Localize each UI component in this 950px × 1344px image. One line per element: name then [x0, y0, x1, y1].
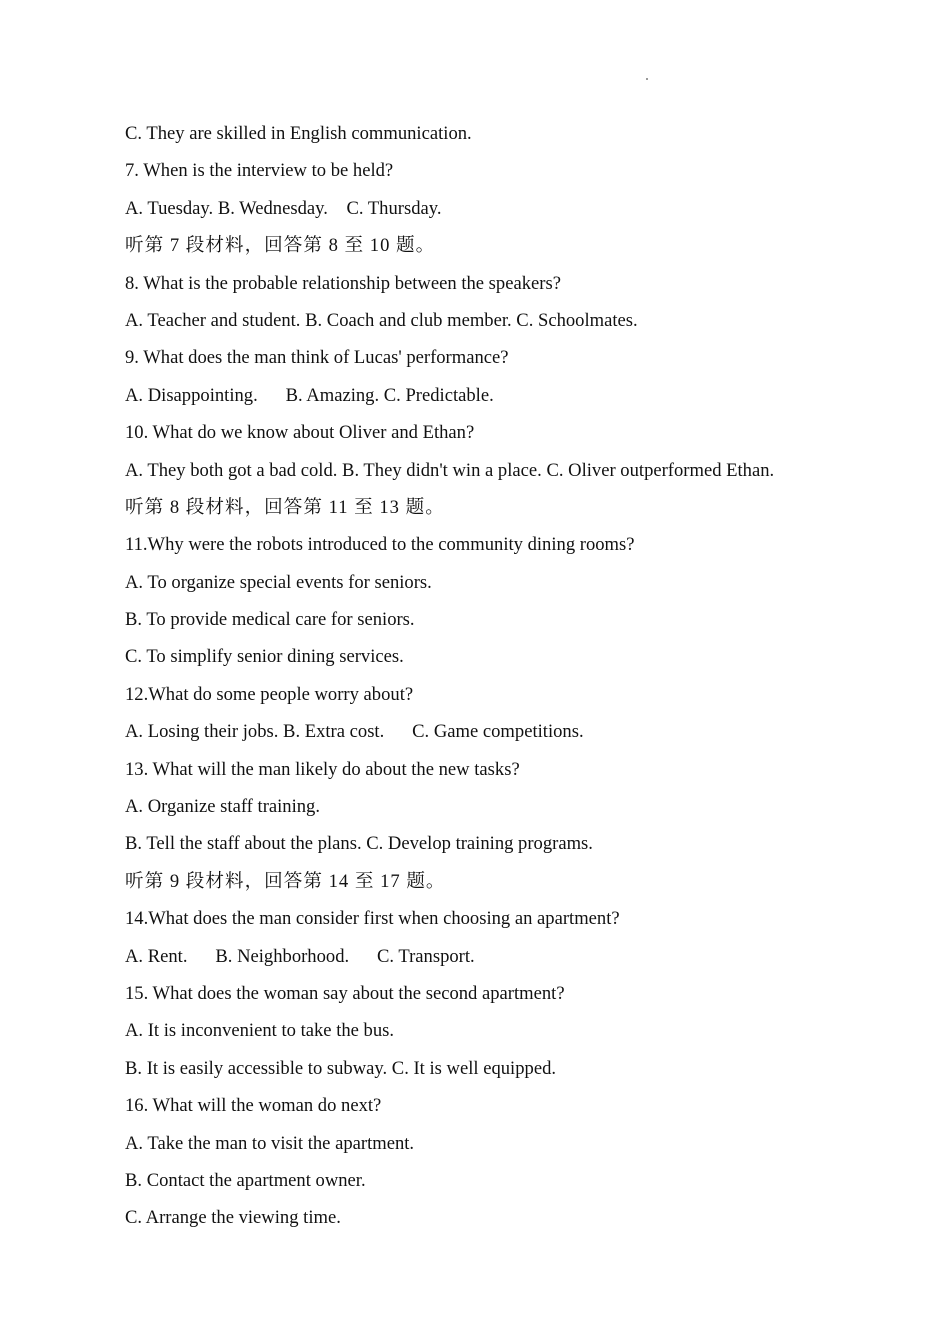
question-line: 12.What do some people worry about? [125, 683, 414, 705]
section-heading: 听第 8 段材料，回答第 11 至 13 题。 [125, 496, 445, 518]
option-line: A. Rent. B. Neighborhood. C. Transport. [125, 945, 475, 967]
option-line: B. Tell the staff about the plans. C. Develop training programs. [125, 833, 593, 855]
section-heading: 听第 7 段材料，回答第 8 至 10 题。 [125, 235, 436, 257]
option-line: B. To provide medical care for seniors. [125, 609, 415, 631]
option-line: A. Tuesday. B. Wednesday. C. Thursday. [125, 197, 442, 219]
option-line: B. It is easily accessible to subway. C. It is well equipped. [125, 1057, 557, 1079]
question-line: 16. What will the woman do next? [125, 1095, 382, 1117]
question-line: 14.What does the man consider first when choosing an apartment? [125, 908, 620, 930]
question-line: 15. What does the woman say about the second apartment? [125, 982, 565, 1004]
page-content [125, 120, 905, 1242]
question-line: 11.Why were the robots introduced to the community dining rooms? [125, 534, 635, 556]
option-line: A. Take the man to visit the apartment. [125, 1132, 415, 1154]
question-line: 8. What is the probable relationship between the speakers? [125, 272, 561, 294]
section-heading: 听第 9 段材料，回答第 14 至 17 题。 [125, 870, 446, 892]
option-line: A. Losing their jobs. B. Extra cost. C. Game competitions. [125, 721, 584, 743]
option-line: A. To organize special events for seniors. [125, 571, 432, 593]
question-line: 7. When is the interview to be held? [125, 160, 394, 182]
question-line: 9. What does the man think of Lucas' performance? [125, 347, 509, 369]
option-line: C. They are skilled in English communication. [125, 123, 472, 144]
option-line: A. Organize staff training. [125, 796, 321, 818]
option-line: C. To simplify senior dining services. [125, 646, 404, 668]
option-line: A. It is inconvenient to take the bus. [125, 1020, 395, 1042]
question-line: 10. What do we know about Oliver and Ethan? [125, 422, 475, 444]
option-line: B. Contact the apartment owner. [125, 1169, 366, 1191]
option-line: A. Disappointing. B. Amazing. C. Predictable. [125, 384, 494, 406]
page-speck [646, 78, 648, 80]
option-line: C. Arrange the viewing time. [125, 1207, 341, 1229]
option-line: A. Teacher and student. B. Coach and club member. C. Schoolmates. [125, 309, 638, 331]
option-line: A. They both got a bad cold. B. They didn't win a place. C. Oliver outperformed Ethan. [125, 459, 775, 481]
question-line: 13. What will the man likely do about the new tasks? [125, 758, 520, 780]
